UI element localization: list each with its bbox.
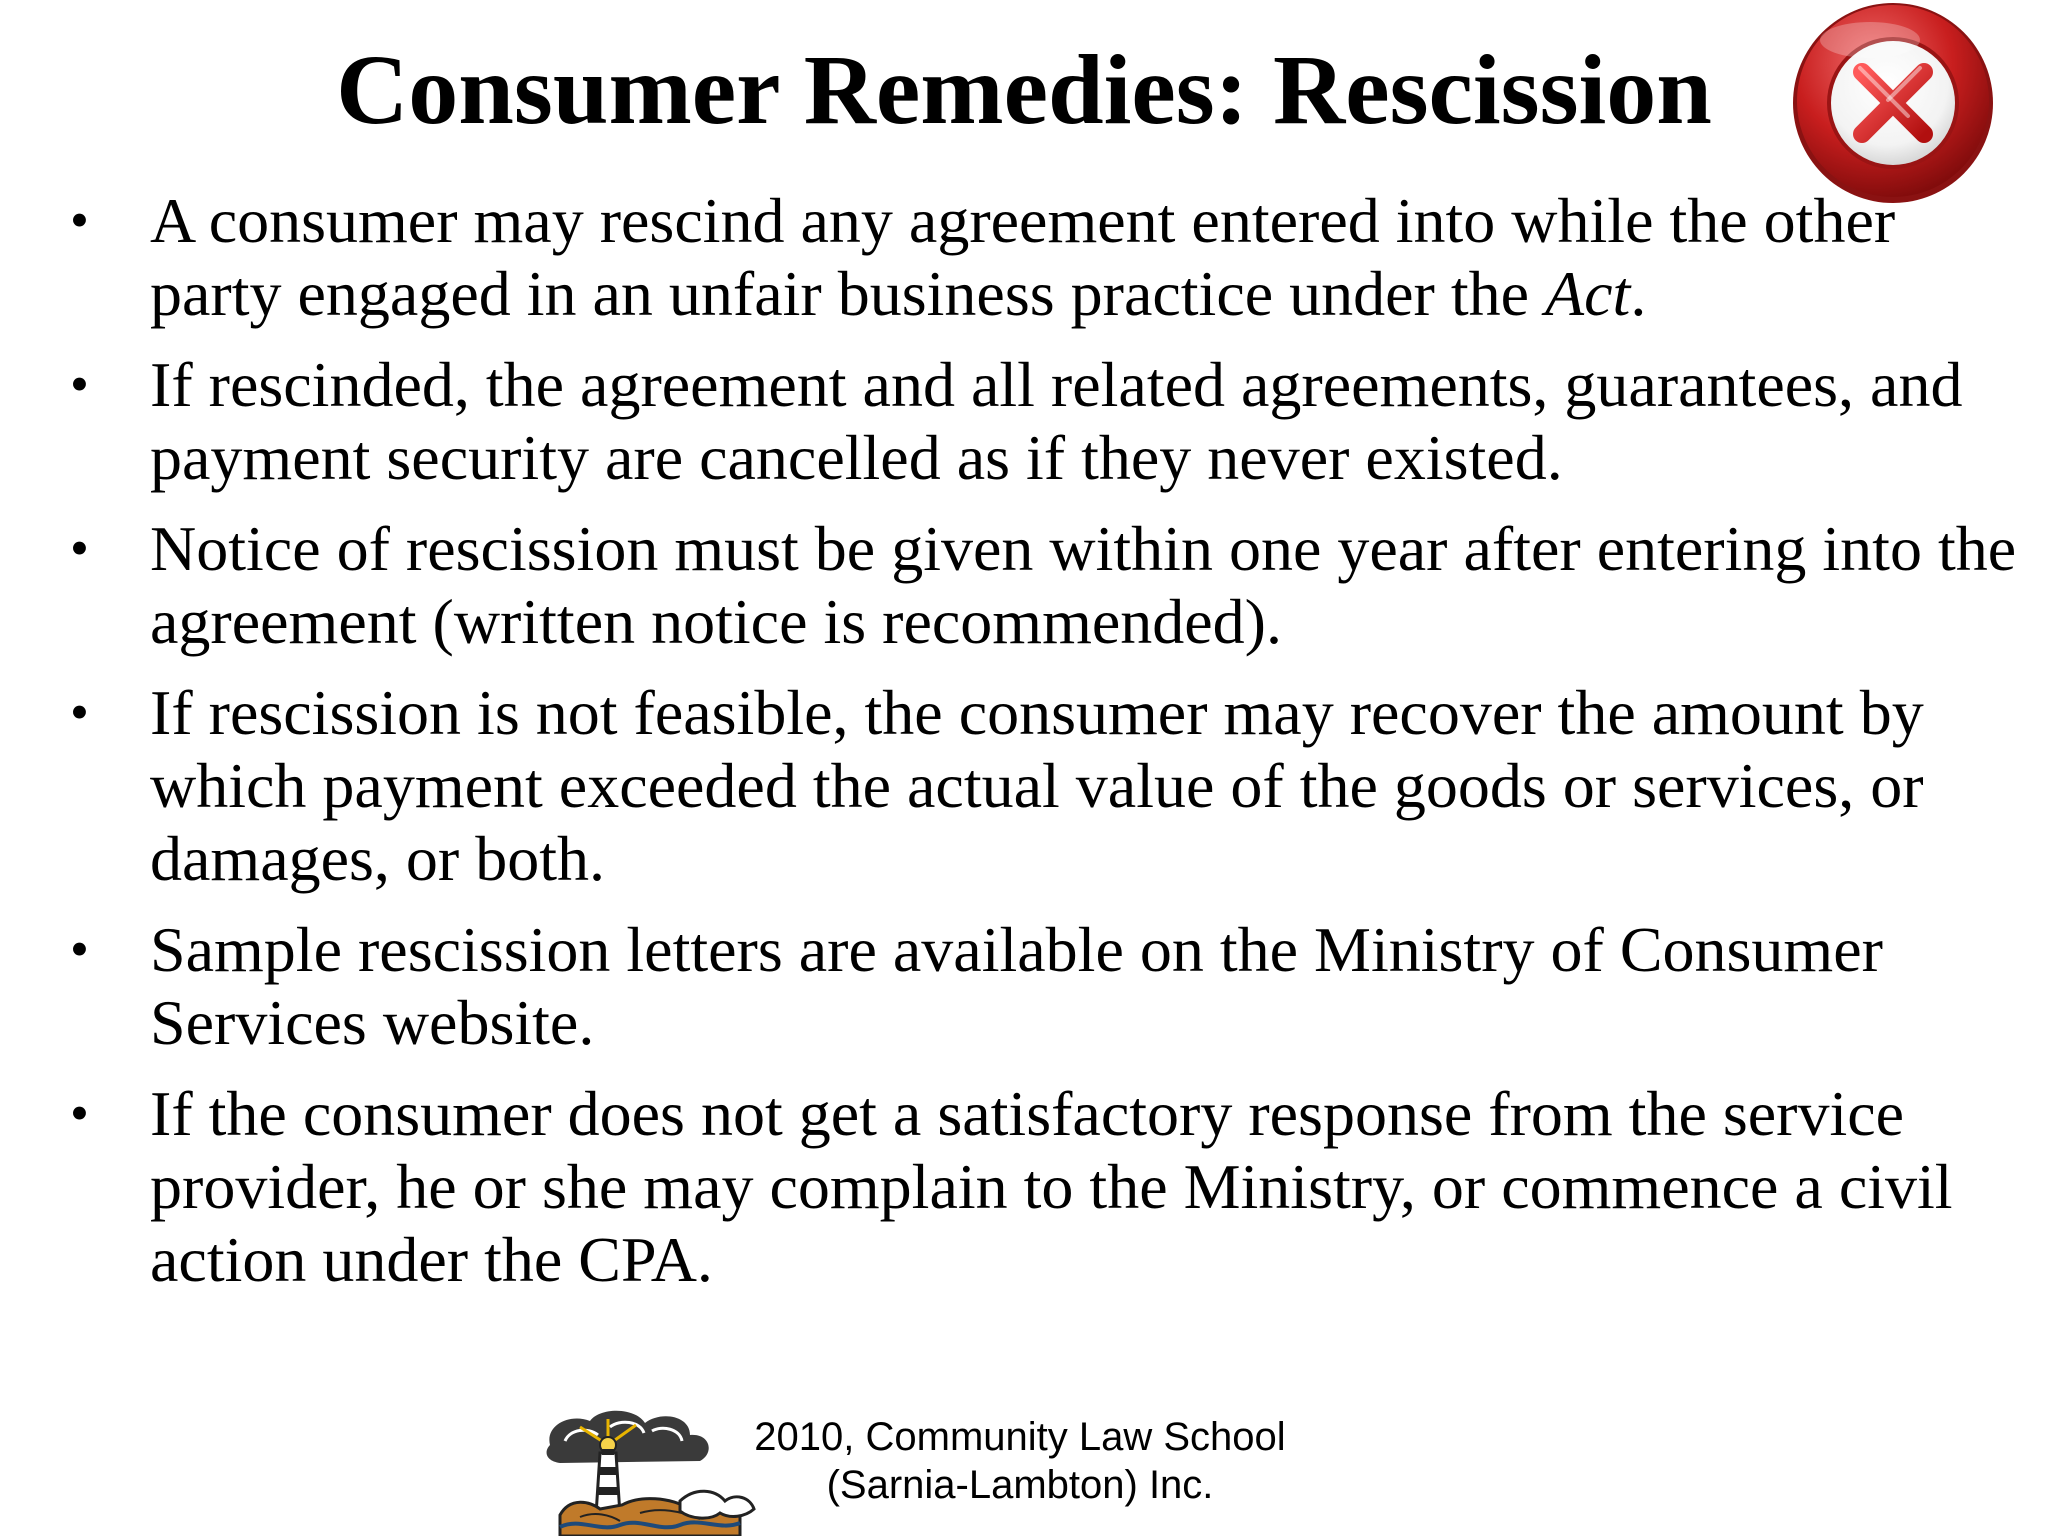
bullet-text: Notice of rescission must be given within one year after entering into the agreement (written notice is recommended). (150, 513, 2017, 657)
bullet-item (0, 676, 2048, 895)
slide-title (0, 30, 2048, 150)
bullet-text: A consumer may rescind any agreement entered into while the other party engaged in an unfair business practice under the Act. (150, 185, 1896, 329)
bullet-item (0, 1077, 2048, 1296)
bullet-marker: • (70, 190, 89, 250)
bullet-item (0, 913, 2048, 1059)
bullet-marker: • (70, 1083, 89, 1143)
footer-credit (730, 1413, 1310, 1509)
bullet-item (0, 348, 2048, 494)
lighthouse-logo-icon (540, 1405, 760, 1536)
bullet-item (0, 512, 2048, 658)
bullet-text: If rescission is not feasible, the consumer may recover the amount by which payment exceeded the actual value of the goods or services, or damages, or both. (150, 677, 1924, 894)
bullet-marker: • (70, 518, 89, 578)
footer-line-2: (Sarnia-Lambton) Inc. (826, 1463, 1214, 1507)
bullet-text: Sample rescission letters are available on the Ministry of Consumer Services website. (150, 914, 1883, 1058)
bullet-text: If rescinded, the agreement and all related agreements, guarantees, and payment security are cancelled as if they never existed. (150, 349, 1963, 493)
bullet-marker: • (70, 354, 89, 414)
footer-line-1: 2010, Community Law School (754, 1415, 1286, 1459)
slide-footer (0, 1405, 2048, 1536)
bullet-list (0, 184, 2048, 1314)
bullet-item (0, 184, 2048, 330)
slide-title-text: Consumer Remedies: Rescission (336, 34, 1712, 145)
close-icon (1790, 0, 2000, 210)
bullet-text: If the consumer does not get a satisfactory response from the service provider, he or she may complain to the Ministry, or commence a civil action under the CPA. (150, 1078, 1953, 1295)
bullet-marker: • (70, 919, 89, 979)
bullet-marker: • (70, 682, 89, 742)
